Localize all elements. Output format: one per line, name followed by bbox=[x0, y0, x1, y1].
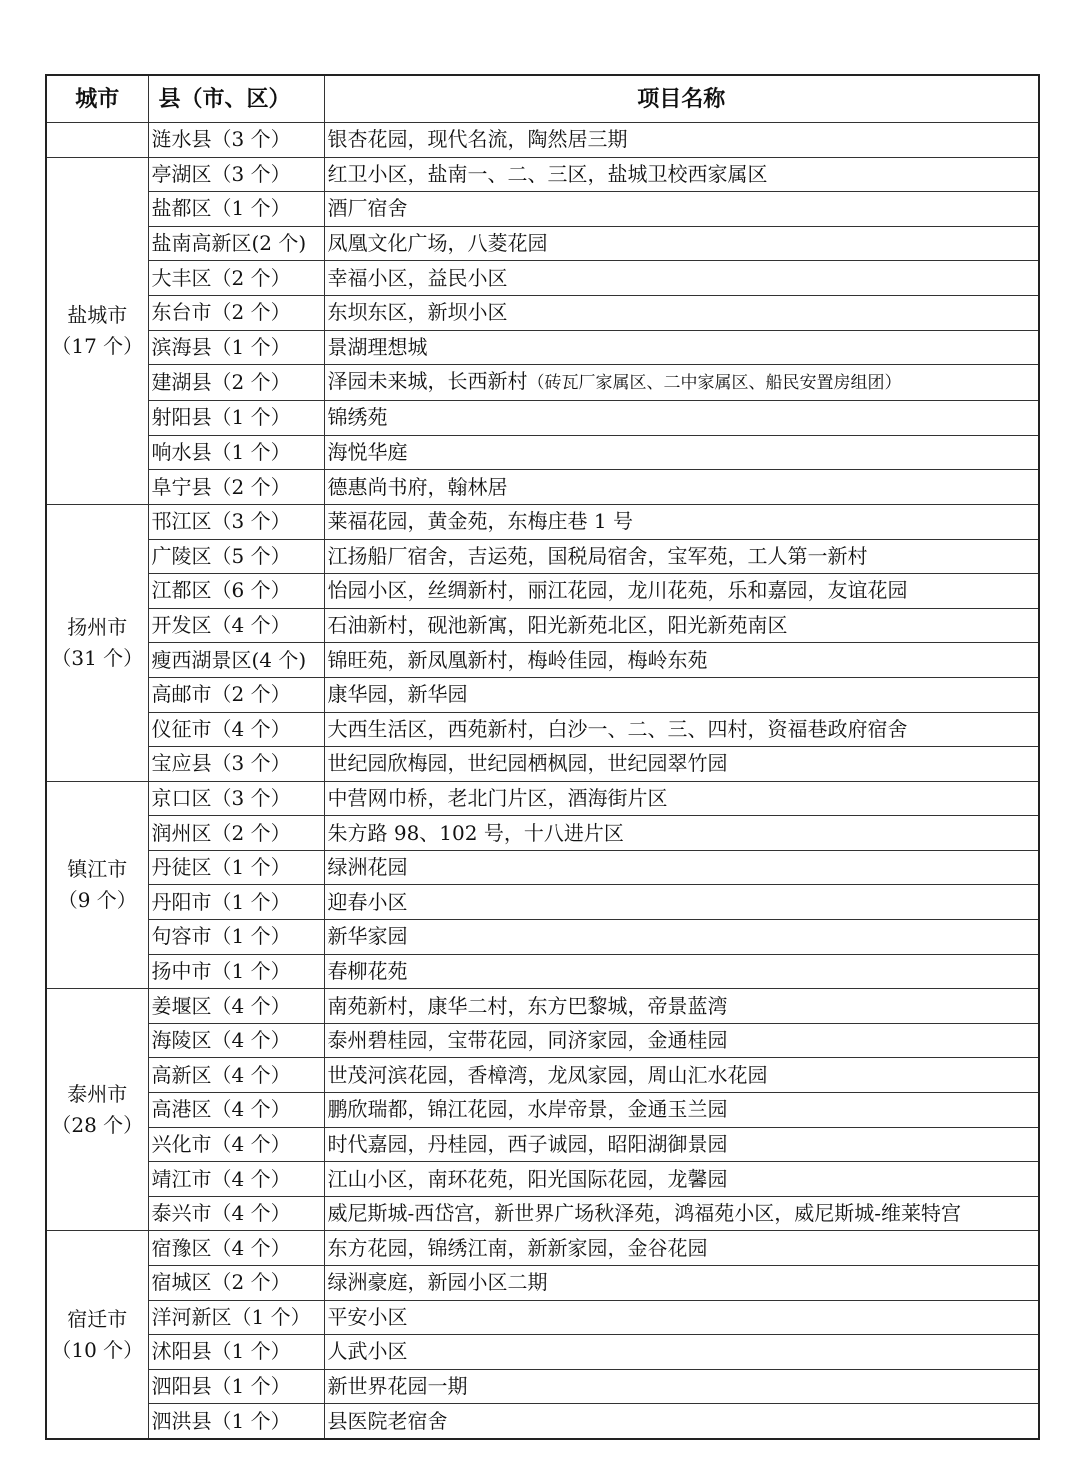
project-cell bbox=[324, 470, 1039, 505]
county-cell: 阜宁县（2 个） bbox=[148, 470, 324, 505]
project-names: 朱方路 98、102 号，十八进片区 bbox=[327, 820, 624, 845]
project-names: 海悦华庭 bbox=[327, 440, 408, 465]
project-cell bbox=[324, 504, 1039, 539]
table-row bbox=[46, 712, 1039, 747]
county-cell: 兴化市（4 个） bbox=[148, 1127, 324, 1162]
table-row bbox=[46, 539, 1039, 574]
county-cell: 开发区（4 个） bbox=[148, 608, 324, 643]
project-cell bbox=[324, 295, 1039, 330]
project-names: 银杏花园，现代名流，陶然居三期 bbox=[327, 127, 628, 152]
table-row bbox=[46, 1404, 1039, 1439]
project-names: 莱福花园，黄金苑，东梅庄巷 1 号 bbox=[327, 509, 633, 534]
county-cell: 京口区（3 个） bbox=[148, 781, 324, 816]
table-row bbox=[46, 1300, 1039, 1335]
project-names: 锦绣苑 bbox=[327, 405, 388, 430]
project-cell bbox=[324, 885, 1039, 920]
project-names: 绿洲花园 bbox=[327, 855, 408, 880]
project-names: 春柳花苑 bbox=[327, 958, 408, 983]
table-row bbox=[46, 470, 1039, 505]
project-cell bbox=[324, 1231, 1039, 1266]
project-names: 平安小区 bbox=[327, 1304, 408, 1329]
county-cell: 盐南高新区(2 个) bbox=[148, 226, 324, 261]
table-row bbox=[46, 1023, 1039, 1058]
project-cell bbox=[324, 1196, 1039, 1231]
project-names: 酒厂宿舍 bbox=[327, 196, 408, 221]
table-row bbox=[46, 401, 1039, 436]
header-county: 县（市、区） bbox=[148, 75, 324, 123]
city-cell bbox=[46, 157, 148, 504]
project-names: 中营网巾桥，老北门片区，酒海街片区 bbox=[327, 785, 668, 810]
table-row bbox=[46, 1058, 1039, 1093]
project-cell bbox=[324, 1369, 1039, 1404]
project-cell bbox=[324, 123, 1039, 158]
table-row bbox=[46, 330, 1039, 365]
project-names: 威尼斯城-西岱宫，新世界广场秋泽苑，鸿福苑小区，威尼斯城-维莱特宫 bbox=[327, 1201, 962, 1226]
county-cell: 江都区（6 个） bbox=[148, 574, 324, 609]
project-table bbox=[45, 74, 1040, 1440]
table-row bbox=[46, 1266, 1039, 1301]
city-name: 泰州市 bbox=[67, 1081, 128, 1106]
project-cell bbox=[324, 539, 1039, 574]
city-count: （17 个） bbox=[51, 333, 144, 358]
county-cell: 响水县（1 个） bbox=[148, 435, 324, 470]
county-cell: 洋河新区（1 个） bbox=[148, 1300, 324, 1335]
project-cell bbox=[324, 1127, 1039, 1162]
table-row bbox=[46, 123, 1039, 158]
city-count: （28 个） bbox=[51, 1112, 144, 1137]
table-row bbox=[46, 1127, 1039, 1162]
project-names: 泰州碧桂园，宝带花园，同济家园，金通桂园 bbox=[327, 1028, 728, 1053]
project-cell bbox=[324, 1335, 1039, 1370]
city-name: 扬州市 bbox=[67, 614, 128, 639]
project-cell bbox=[324, 574, 1039, 609]
project-names: 人武小区 bbox=[327, 1339, 408, 1364]
table-row bbox=[46, 261, 1039, 296]
table-row bbox=[46, 954, 1039, 989]
project-list-sheet bbox=[45, 74, 1040, 1440]
county-cell: 丹阳市（1 个） bbox=[148, 885, 324, 920]
table-header-row bbox=[46, 75, 1039, 123]
project-names: 绿洲豪庭，新园小区二期 bbox=[327, 1270, 548, 1295]
header-project-name: 项目名称 bbox=[324, 75, 1039, 123]
project-cell bbox=[324, 1023, 1039, 1058]
project-cell bbox=[324, 712, 1039, 747]
table-row bbox=[46, 1093, 1039, 1128]
project-names: 江扬船厂宿舍，吉运苑，国税局宿舍，宝军苑，工人第一新村 bbox=[327, 543, 868, 568]
county-cell: 宿城区（2 个） bbox=[148, 1266, 324, 1301]
county-cell: 高邮市（2 个） bbox=[148, 677, 324, 712]
table-row bbox=[46, 226, 1039, 261]
table-row bbox=[46, 1231, 1039, 1266]
project-names: 康华园，新华园 bbox=[327, 682, 468, 707]
project-cell bbox=[324, 1093, 1039, 1128]
project-names: 东坝东区，新坝小区 bbox=[327, 300, 508, 325]
city-cell bbox=[46, 989, 148, 1231]
project-cell bbox=[324, 365, 1039, 401]
project-names: 锦旺苑，新凤凰新村，梅岭佳园，梅岭东苑 bbox=[327, 647, 708, 672]
city-cell bbox=[46, 1231, 148, 1439]
project-cell bbox=[324, 954, 1039, 989]
table-row bbox=[46, 608, 1039, 643]
project-cell bbox=[324, 261, 1039, 296]
city-cell bbox=[46, 781, 148, 989]
table-row bbox=[46, 574, 1039, 609]
project-names: 新世界花园一期 bbox=[327, 1374, 468, 1399]
project-names: 迎春小区 bbox=[327, 889, 408, 914]
project-names: 德惠尚书府，翰林居 bbox=[327, 474, 508, 499]
project-names: 大西生活区，西苑新村，白沙一、二、三、四村，资福巷政府宿舍 bbox=[327, 716, 908, 741]
project-cell bbox=[324, 989, 1039, 1024]
project-cell bbox=[324, 157, 1039, 192]
project-cell bbox=[324, 226, 1039, 261]
project-names: 泽园未来城，长西新村 bbox=[327, 369, 528, 394]
county-cell: 靖江市（4 个） bbox=[148, 1162, 324, 1197]
table-row bbox=[46, 365, 1039, 401]
county-cell: 大丰区（2 个） bbox=[148, 261, 324, 296]
city-count: （10 个） bbox=[51, 1337, 144, 1362]
table-row bbox=[46, 1162, 1039, 1197]
project-names: 东方花园，锦绣江南，新新家园，金谷花园 bbox=[327, 1235, 708, 1260]
county-cell: 亭湖区（3 个） bbox=[148, 157, 324, 192]
county-cell: 扬中市（1 个） bbox=[148, 954, 324, 989]
project-cell bbox=[324, 435, 1039, 470]
project-names: 石油新村，砚池新寓，阳光新苑北区，阳光新苑南区 bbox=[327, 613, 788, 638]
city-name: 盐城市 bbox=[67, 302, 128, 327]
table-row bbox=[46, 747, 1039, 782]
project-note: （砖瓦厂家属区、二中家属区、船民安置房组团） bbox=[527, 373, 902, 394]
city-count: （9 个） bbox=[57, 887, 137, 912]
project-cell bbox=[324, 401, 1039, 436]
table-row bbox=[46, 643, 1039, 678]
city-name: 镇江市 bbox=[67, 856, 128, 881]
project-names: 怡园小区，丝绸新村，丽江花园，龙川花苑，乐和嘉园，友谊花园 bbox=[327, 578, 908, 603]
project-cell bbox=[324, 816, 1039, 851]
table-row bbox=[46, 1335, 1039, 1370]
project-cell bbox=[324, 330, 1039, 365]
project-names: 景湖理想城 bbox=[327, 334, 428, 359]
county-cell: 宝应县（3 个） bbox=[148, 747, 324, 782]
header-city: 城市 bbox=[46, 75, 148, 123]
county-cell: 高新区（4 个） bbox=[148, 1058, 324, 1093]
project-cell bbox=[324, 677, 1039, 712]
county-cell: 姜堰区（4 个） bbox=[148, 989, 324, 1024]
project-names: 世茂河滨花园，香樟湾，龙凤家园，周山汇水花园 bbox=[327, 1062, 768, 1087]
table-row bbox=[46, 781, 1039, 816]
project-cell bbox=[324, 920, 1039, 955]
table-row bbox=[46, 885, 1039, 920]
county-cell: 涟水县（3 个） bbox=[148, 123, 324, 158]
project-names: 县医院老宿舍 bbox=[327, 1408, 448, 1433]
county-cell: 仪征市（4 个） bbox=[148, 712, 324, 747]
county-cell: 建湖县（2 个） bbox=[148, 365, 324, 401]
table-row bbox=[46, 920, 1039, 955]
city-cell bbox=[46, 504, 148, 781]
project-names: 新华家园 bbox=[327, 924, 408, 949]
project-cell bbox=[324, 192, 1039, 227]
city-name: 宿迁市 bbox=[67, 1306, 128, 1331]
county-cell: 泰兴市（4 个） bbox=[148, 1196, 324, 1231]
table-body bbox=[46, 123, 1039, 1439]
city-cell bbox=[46, 123, 148, 158]
project-names: 鹏欣瑞都，锦江花园，水岸帝景，金通玉兰园 bbox=[327, 1097, 728, 1122]
project-cell bbox=[324, 850, 1039, 885]
project-names: 时代嘉园，丹桂园，西子诚园，昭阳湖御景园 bbox=[327, 1131, 728, 1156]
county-cell: 瘦西湖景区(4 个) bbox=[148, 643, 324, 678]
county-cell: 泗阳县（1 个） bbox=[148, 1369, 324, 1404]
county-cell: 滨海县（1 个） bbox=[148, 330, 324, 365]
project-cell bbox=[324, 1404, 1039, 1439]
table-row bbox=[46, 157, 1039, 192]
project-cell bbox=[324, 643, 1039, 678]
county-cell: 高港区（4 个） bbox=[148, 1093, 324, 1128]
county-cell: 泗洪县（1 个） bbox=[148, 1404, 324, 1439]
project-cell bbox=[324, 1162, 1039, 1197]
project-names: 江山小区，南环花苑，阳光国际花园，龙馨园 bbox=[327, 1166, 728, 1191]
project-cell bbox=[324, 608, 1039, 643]
project-cell bbox=[324, 1300, 1039, 1335]
table-row bbox=[46, 192, 1039, 227]
county-cell: 润州区（2 个） bbox=[148, 816, 324, 851]
county-cell: 邗江区（3 个） bbox=[148, 504, 324, 539]
county-cell: 东台市（2 个） bbox=[148, 295, 324, 330]
county-cell: 宿豫区（4 个） bbox=[148, 1231, 324, 1266]
table-row bbox=[46, 1196, 1039, 1231]
project-names: 世纪园欣梅园，世纪园栖枫园，世纪园翠竹园 bbox=[327, 751, 728, 776]
county-cell: 沭阳县（1 个） bbox=[148, 1335, 324, 1370]
project-cell bbox=[324, 1266, 1039, 1301]
table-row bbox=[46, 989, 1039, 1024]
county-cell: 广陵区（5 个） bbox=[148, 539, 324, 574]
project-names: 红卫小区，盐南一、二、三区，盐城卫校西家属区 bbox=[327, 161, 768, 186]
project-cell bbox=[324, 1058, 1039, 1093]
table-row bbox=[46, 295, 1039, 330]
table-row bbox=[46, 677, 1039, 712]
table-row bbox=[46, 816, 1039, 851]
table-row bbox=[46, 850, 1039, 885]
table-row bbox=[46, 504, 1039, 539]
county-cell: 丹徒区（1 个） bbox=[148, 850, 324, 885]
county-cell: 海陵区（4 个） bbox=[148, 1023, 324, 1058]
table-row bbox=[46, 435, 1039, 470]
county-cell: 射阳县（1 个） bbox=[148, 401, 324, 436]
project-names: 南苑新村，康华二村，东方巴黎城，帝景蓝湾 bbox=[327, 993, 728, 1018]
city-count: （31 个） bbox=[51, 645, 144, 670]
project-cell bbox=[324, 747, 1039, 782]
county-cell: 句容市（1 个） bbox=[148, 920, 324, 955]
table-row bbox=[46, 1369, 1039, 1404]
project-names: 幸福小区，益民小区 bbox=[327, 265, 508, 290]
project-names: 凤凰文化广场，八菱花园 bbox=[327, 231, 548, 256]
project-cell bbox=[324, 781, 1039, 816]
county-cell: 盐都区（1 个） bbox=[148, 192, 324, 227]
